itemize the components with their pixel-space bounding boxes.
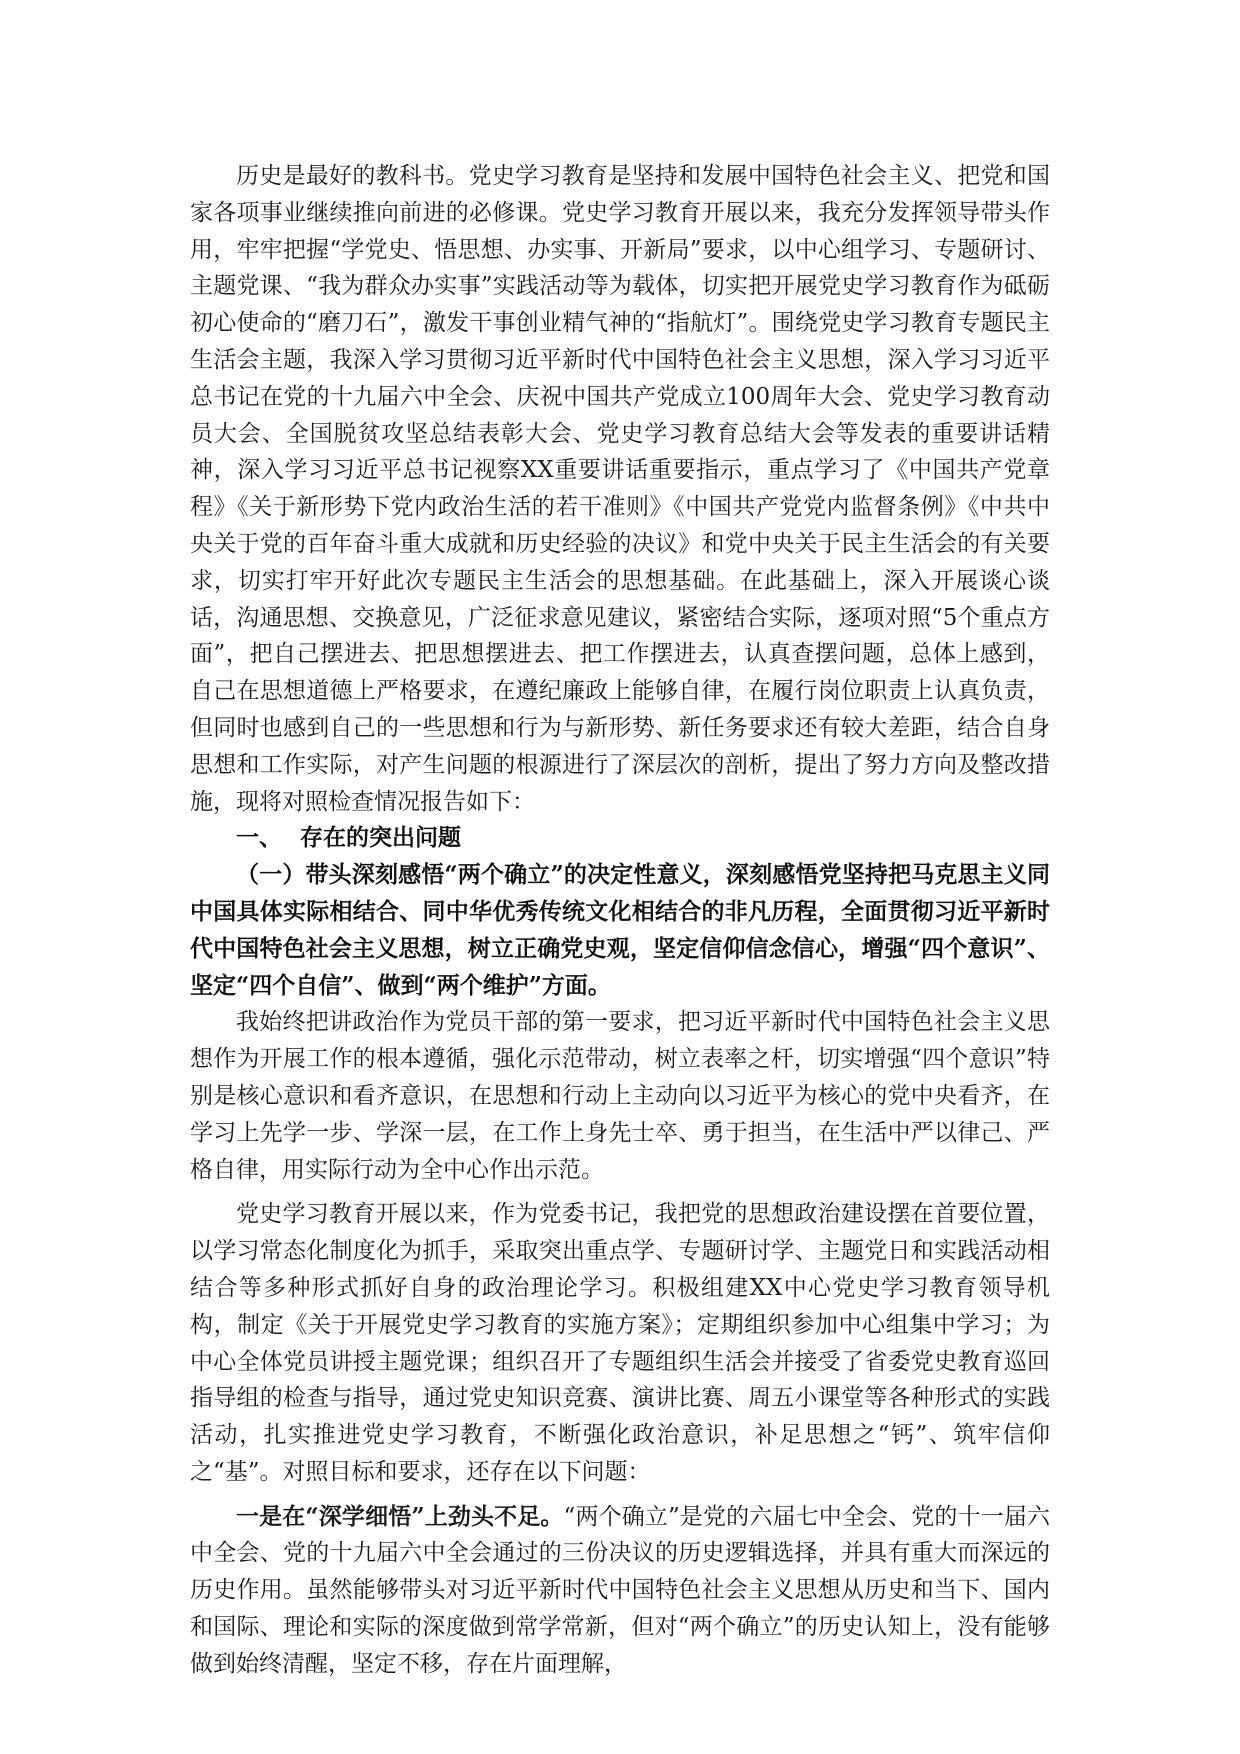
section-title: 存在的突出问题 bbox=[300, 824, 461, 852]
section-heading bbox=[190, 820, 1050, 857]
subsection-heading: （一）带头深刻感悟“两个确立”的决定性意义，深刻感悟党坚持把马克思主义同中国具体实际相结合、同中华优秀传统文化相结合的非凡历程，全面贯彻习近平新时代中国特色社会主义思想，树立正确党史观，坚定信仰信念信心，增强“四个意识”、坚定“四个自信”、做到“两个维护”方面。 bbox=[190, 861, 1050, 999]
document-body bbox=[190, 158, 1050, 1683]
section-number: 一、 bbox=[236, 824, 282, 852]
body-paragraph-2: 我始终把讲政治作为党员干部的第一要求，把习近平新时代中国特色社会主义思想作为开展工作的根本遵循，强化示范带动，树立表率之杆，切实增强“四个意识”特别是核心意识和看齐意识，在思想和行动上主动向以习近平为核心的党中央看齐，在学习上先学一步、学深一层，在工作上身先士卒、勇于担当，在生活中严以律己、严格自律，用实际行动为全中心作出示范。 bbox=[190, 1009, 1050, 1183]
body-paragraph-4 bbox=[190, 1499, 1050, 1683]
intro-paragraph: 历史是最好的教科书。党史学习教育是坚持和发展中国特色社会主义、把党和国家各项事业继续推向前进的必修课。党史学习教育开展以来，我充分发挥领导带头作用，牢牢把握“学党史、悟思想、办实事、开新局”要求，以中心组学习、专题研讨、主题党课、“我为群众办实事”实践活动等为载体，切实把开展党史学习教育作为砥砺初心使命的“磨刀石”，激发干事创业精气神的“指航灯”。围绕党史学习教育专题民主生活会主题，我深入学习贯彻习近平新时代中国特色社会主义思想，深入学习习近平总书记在党的十九届六中全会、庆祝中国共产党成立100周年大会、党史学习教育动员大会、全国脱贫攻坚总结表彰大会、党史学习教育总结大会等发表的重要讲话精神，深入学习习近平总书记视察XX重要讲话重要指示，重点学习了《中国共产党章程》《关于新形势下党内政治生活的若干准则》《中国共产党党内监督条例》《中共中央关于党的百年奋斗重大成就和历史经验的决议》和党中央关于民主生活会的有关要求，切实打牢开好此次专题民主生活会的思想基础。在此基础上，深入开展谈心谈话，沟通思想、交换意见，广泛征求意见建议，紧密结合实际，逐项对照“5个重点方面”，把自己摆进去、把思想摆进去、把工作摆进去，认真查摆问题，总体上感到，自己在思想道德上严格要求，在遵纪廉政上能够自律，在履行岗位职责上认真负责，但同时也感到自己的一些思想和行为与新形势、新任务要求还有较大差距，结合自身思想和工作实际，对产生问题的根源进行了深层次的剖析，提出了努力方向及整改措施，现将对照检查情况报告如下： bbox=[190, 163, 1050, 815]
paragraph-lead: 一是在“深学细悟”上劲头不足。 bbox=[236, 1502, 564, 1530]
body-paragraph-3: 党史学习教育开展以来，作为党委书记，我把党的思想政治建设摆在首要位置，以学习常态化制度化为抓手，采取突出重点学、专题研讨学、主题党日和实践活动相结合等多种形式抓好自身的政治理论学习。积极组建XX中心党史学习教育领导机构，制定《关于开展党史学习教育的实施方案》；定期组织参加中心组集中学习；为中心全体党员讲授主题党课；组织召开了专题组织生活会并接受了省委党史教育巡回指导组的检查与指导，通过党史知识竞赛、演讲比赛、周五小课堂等各种形式的实践活动，扎实推进党史学习教育，不断强化政治意识，补足思想之“钙”、筑牢信仰之“基”。对照目标和要求，还存在以下问题： bbox=[190, 1201, 1050, 1485]
paragraph-body: “两个确立”是党的六届七中全会、党的十一届六中全会、党的十九届六中全会通过的三份决议的历史逻辑选择，并具有重大而深远的历史作用。虽然能够带头对习近平新时代中国特色社会主义思想从历史和当下、国内和国际、理论和实际的深度做到常学常新，但对“两个确立”的历史认知上，没有能够做到始终清醒，坚定不移，存在片面理解， bbox=[190, 1503, 1050, 1677]
